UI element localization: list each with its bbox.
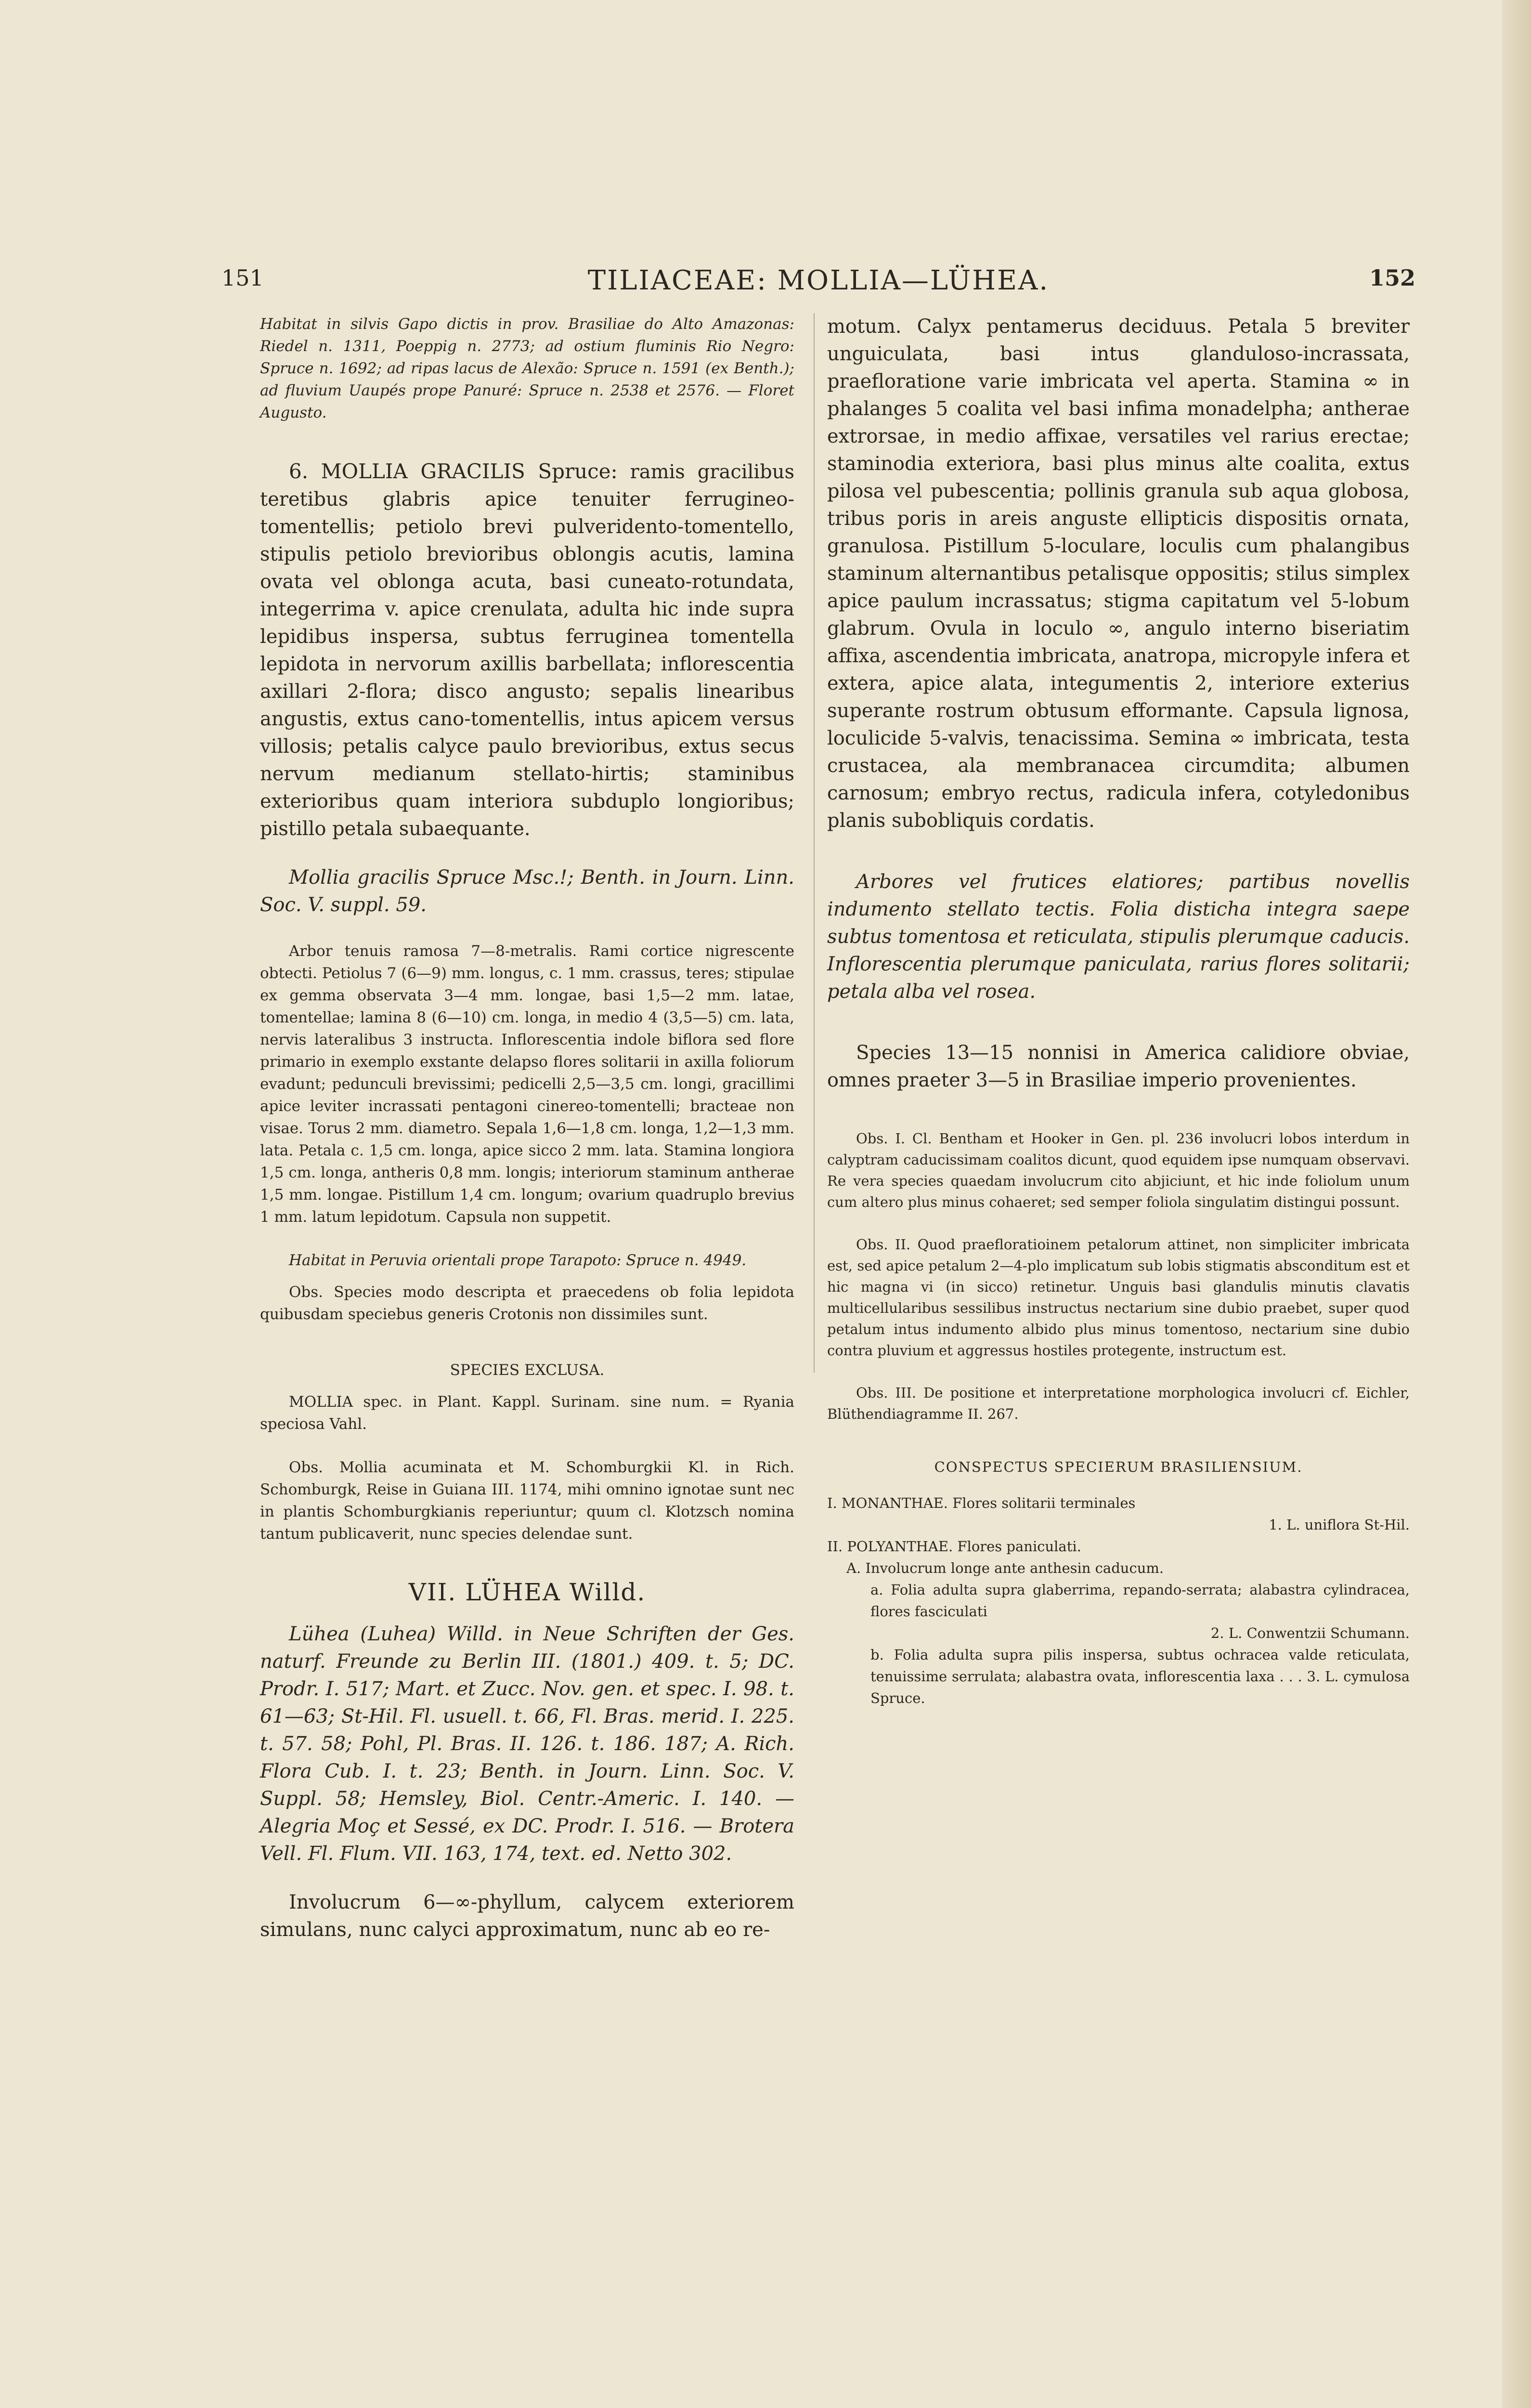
observation-3: Obs. III. De positione et interpretatione morphologica involucri cf. Eichler, Blüthendiagramme II. 267.	[827, 1385, 1410, 1422]
species-exclusa-observation: Obs. Mollia acuminata et M. Schomburgkii Kl. in Rich. Schomburgk, Reise in Guiana III. 1174, mihi omnino ignotae sunt nec in plantis Schomburgkianis reperiuntur; quum cl. Klotzsch nomina tantum publicaverit, nunc species delendae sunt.	[260, 1459, 794, 1543]
species-6-observation: Obs. Species modo descripta et praecedens ob folia lepidota quibusdam speciebus generis Crotonis non dissimiles sunt.	[260, 1283, 794, 1323]
species-6-synonymy: Mollia gracilis Spruce Msc.!; Benth. in Journ. Linn. Soc. V. suppl. 59.	[260, 866, 794, 916]
running-header	[221, 265, 1415, 308]
habitat-previous-species: Habitat in silvis Gapo dictis in prov. Brasiliae do Alto Amazonas: Riedel n. 1311, Poeppig n. 2773; ad ostium fluminis Rio Negro: Spruce n. 1692; ad ripas lacus de Alexão: Spruce n. 1591 (ex Benth.); ad fluvium Uaupés prope Panuré: Spruce n. 2538 et 2576. — Floret Augusto.	[260, 315, 794, 421]
page-edge	[1502, 0, 1531, 2408]
running-title: TILIACEAE: MOLLIA—LÜHEA.	[587, 265, 1050, 296]
key-line: A. Involucrum longe ante anthesin caducum.	[846, 1560, 1164, 1576]
species-exclusa-heading: SPECIES EXCLUSA.	[450, 1361, 605, 1379]
column-divider	[814, 313, 815, 1373]
conspectus-title: CONSPECTUS SPECIERUM BRASILIENSIUM.	[934, 1459, 1303, 1475]
page-number-left: 151	[221, 265, 264, 291]
species-6-details: Arbor tenuis ramosa 7—8-metralis. Rami cortice nigrescente obtecti. Petiolus 7 (6—9) mm. longus, c. 1 mm. crassus, teres; stipulae ex gemma observata 3—4 mm. longae, basi 1,5—2 mm. latae, tomentellae; lamina 8 (6—10) cm. longa, in medio 4 (3,5—5) cm. lata, nervis lateralibus 3 instructa. Inflorescentia indole biflora sed flore primario in exemplo exstante delapso flores solitarii in axilla foliorum evadunt; pedunculi brevissimi; pedicelli 2,5—3,5 cm. longi, gracillimi apice leviter incrassati pentagoni cinereo-tomentelli; bracteae non visae. Torus 2 mm. diametro. Sepala 1,6—1,8 cm. longa, 1,2—1,3 mm. lata. Petala c. 1,5 cm. longa, apice sicco 2 mm. lata. Stamina longiora 1,5 cm. longa, antheris 0,8 mm. longis; interiorum staminum antherae 1,5 mm. longae. Pistillum 1,4 cm. longum; ovarium quadruplo brevius 1 mm. latum lepidotum. Capsula non suppetit.	[260, 942, 794, 1226]
page-number-right: 152	[1369, 265, 1415, 291]
left-column	[260, 313, 794, 1944]
species-6-habitat: Habitat in Peruvia orientali prope Tarapoto: Spruce n. 4949.	[289, 1252, 747, 1269]
genus-description-continued: motum. Calyx pentamerus deciduus. Petala 5 breviter unguiculata, basi intus glanduloso-incrassata, praefloratione varie imbricata vel aperta. Stamina ∞ in phalanges 5 coalita vel basi infima monadelpha; antherae extrorsae, in medio affixae, versatiles vel rarius erectae; staminodia exteriora, basi plus minus alte coalita, extus pilosa vel pubescentia; pollinis granula sub aqua globosa, tribus poris in areis anguste ellipticis dispositis ornata, granulosa. Pistillum 5-loculare, loculis cum phalangibus staminum alternantibus petalisque oppositis; stilus simplex apice paulum incrassatus; stigma capitatum vel 5-lobum glabrum. Ovula in loculo ∞, angulo interno biseriatim affixa, ascendentia imbricata, anatropa, micropyle infera et extera, apice alata, integumentis 2, interiore exterius superante rostrum obtusum efformante. Capsula lignosa, loculicide 5-valvis, tenacissima. Semina ∞ imbricata, testa crustacea, ala membranacea circumdita; albumen carnosum; embryo rectus, radicula infera, cotyledonibus planis subobliquis cordatis.	[827, 315, 1410, 832]
key-line: a. Folia adulta supra glaberrima, repando-serrata; alabastra cylindracea, flores fasciculati	[870, 1582, 1410, 1620]
observation-1: Obs. I. Cl. Bentham et Hooker in Gen. pl. 236 involucri lobos interdum in calyptram caducissimam coalitos dicunt, quod equidem ipse numquam observavi. Re vera species quaedam involucrum cito abjiciunt, et hic inde foliolum unum cum altero plus minus cohaeret; sed semper foliola singulatim distingui possunt.	[827, 1130, 1410, 1210]
key-line-species: 2. L. Conwentzii Schumann.	[1210, 1625, 1410, 1641]
species-6-description	[260, 458, 794, 843]
species-6-diagnosis: ramis gracilibus teretibus glabris apice tenuiter ferrugineo-tomentellis; petiolo brevi pulveridento-tomentello, stipulis petiolo brevioribus oblongis acutis, lamina ovata vel oblonga acuta, basi cuneato-rotundata, integerrima v. apice crenulata, adulta hic inde supra lepidibus inspersa, subtus ferruginea tomentella lepidota in nervorum axillis barbellata; inflorescentia axillari 2-flora; disco angusto; sepalis linearibus angustis, extus cano-tomentellis, intus apicem versus villosis; petalis calyce paulo brevioribus, extus secus nervum medianum stellato-hirtis; staminibus exterioribus quam interiora subduplo longioribus; pistillo petala subaequante.	[260, 461, 794, 840]
species-key	[827, 1492, 1410, 1709]
key-line-species: 1. L. uniflora St-Hil.	[1269, 1517, 1410, 1533]
right-column	[827, 313, 1410, 1709]
key-line: b. Folia adulta supra pilis inspersa, subtus ochracea valde reticulata, tenuissime serrulata; alabastra ovata, inflorescentia laxa . . . 3. L. cymulosa Spruce.	[870, 1647, 1410, 1706]
species-exclusa-text: MOLLIA spec. in Plant. Kappl. Surinam. sine num. = Ryania speciosa Vahl.	[260, 1393, 794, 1433]
key-line: I. MONANTHAE. Flores solitarii terminales	[827, 1495, 1136, 1511]
observation-2: Obs. II. Quod praefloratioinem petalorum attinet, non simpliciter imbricata est, sed apice petalum 2—4-plo implicatum sub lobis stigmatis absconditum est et hic magna vi (in sicco) retinetur. Unguis basi glandulis minutis clavatis multicellularibus sessilibus instructus nectarium sine dubio praebet, super quod petalum intus indumento albido plus minus tomentoso, nectarium sine dubio contra pluvium et aggressus hostiles protegente, instructum est.	[827, 1236, 1410, 1359]
genus-heading: VII. LÜHEA Willd.	[408, 1578, 646, 1606]
genus-description-start: Involucrum 6—∞-phyllum, calycem exteriorem simulans, nunc calyci approximatum, nunc ab eo re-	[260, 1891, 794, 1941]
species-6-heading: 6. MOLLIA GRACILIS Spruce:	[289, 459, 618, 483]
genus-summary: Arbores vel frutices elatiores; partibus novellis indumento stellato tectis. Folia disticha integra saepe subtus tomentosa et reticulata, stipulis plerumque caducis. Inflorescentia plerumque paniculata, rarius flores solitarii; petala alba vel rosea.	[827, 871, 1410, 1003]
key-line: II. POLYANTHAE. Flores paniculati.	[827, 1538, 1081, 1555]
genus-literature: Lühea (Luhea) Willd. in Neue Schriften der Ges. naturf. Freunde zu Berlin III. (1801.) 409. t. 5; DC. Prodr. I. 517; Mart. et Zucc. Nov. gen. et spec. I. 98. t. 61—63; St-Hil. Fl. usuell. t. 66, Fl. Bras. merid. I. 225. t. 57. 58; Pohl, Pl. Bras. II. 126. t. 186. 187; A. Rich. Flora Cub. I. t. 23; Benth. in Journ. Linn. Soc. V. Suppl. 58; Hemsley, Biol. Centr.-Americ. I. 140. — Alegria Moç et Sessé, ex DC. Prodr. I. 516. — Brotera Vell. Fl. Flum. VII. 163, 174, text. ed. Netto 302.	[260, 1623, 794, 1865]
genus-distribution: Species 13—15 nonnisi in America calidiore obviae, omnes praeter 3—5 in Brasiliae imperio provenientes.	[827, 1042, 1410, 1091]
